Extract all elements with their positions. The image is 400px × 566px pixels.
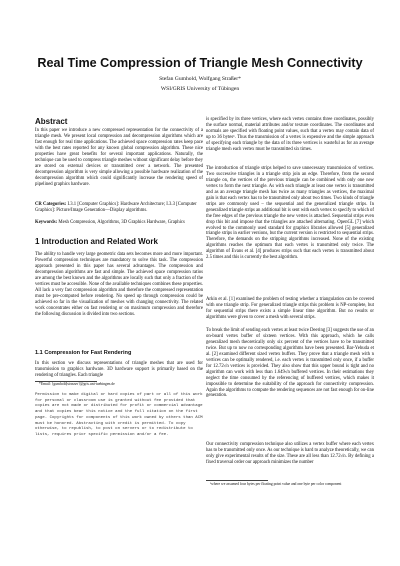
subsection-heading: 1.1 Compression for Fast Rendering [35, 350, 132, 356]
keywords-label: Keywords: [35, 220, 58, 225]
right-paragraph-2: The introduction of triangle strips helped to save unnecessary transmission of vertices. Two successive triangles in a triangle strip join an edge. Therefore, from the second triangle on, the vertices of the previous triangle can be combined with only one new vertex to form the next triangle. As with each triangle at least one vertex is transmitted and as an average triangle mesh has twice as many triangles as vertices, the maximal gain is that each vertex has to be transmitted only about two times. Two kinds of triangle strips are commonly used – the sequential and the generalized triangle strips. In generalized triangle strips an additional bit is sent with each vertex to specify to which of the free edges of the previous triangle the new vertex is attached. Sequential strips even drop this bit and impose that the triangles are attached alternating. OpenGL [7] which evolved to the commonly used standard for graphics libraries allowed [5] generalized triangle strips in earlier versions, but the current version is restricted to sequential strips. Therefore, the demands on the stripping algorithms increased. None of the existing algorithms reaches the optimum that each vertex is transmitted only twice. The algorithm of Evans et al. [4] produces strips such that each vertex is transmitted about 2.5 times and this is currently the best algorithm. [206, 166, 374, 261]
intro-heading: 1 Introduction and Related Work [35, 237, 158, 246]
intro-text: The ability to handle very large geometric data sets becomes more and more important. Powerful compression techniques are mandatory to solve this task. The compression approach presented in this paper has several advantages. The compression and decompression algorithms are fast and simple. The achieved space compression ratios are among the best known and the algorithms are locally such that only a fraction of the vertices must be accessible. None of the available techniques combines these properties. All lack a very fast compression algorithm and therefore the compressed representation must be pre-computed before rendering. No speed up through compression could be achieved so far in the visualization of meshes with changing connectivity. The related work concentrates either on fast rendering or on maximum compression and therefore the following discussion is divided into two sections. [35, 252, 203, 317]
right-paragraph-4: To break the limit of sending each vertex at least twice Deering [3] suggests the use of an on-board vertex buffer of sixteen vertices. With this approach, which he calls generalized mesh theoretically only six percent of the vertices have to be transmitted twice. But up to now no corresponding algorithms have been presented. Bar-Yehuda et al. [2] examined different sized vertex buffers. They prove that a triangle mesh with n vertices can be optimally rendered, i.e. each vertex is transmitted only once, if a buffer for 12.72√n vertices is provided. They also show that this upper bound is tight and no algorithm can work with less than 1.649√n buffered vertices. In their estimations they neglect the time consumed by the referencing of buffered vertices, which makes it impossible to determine the suitability of the approach for connectivity compression. Again the algorithms to compute the rendering sequences are not fast enough for on-line generation. [206, 328, 374, 399]
cr-categories-label: CR Categories: [35, 202, 67, 207]
abstract-heading: Abstract [35, 117, 68, 126]
cr-categories-text: I.3.1 [Computer Graphics]: Hardware Architecture; I.3.3 [Computer Graphics]: Picture/Image Generation—Display algorithms. [35, 202, 197, 213]
subsection-text: In this section we discuss representations of triangle meshes that are used for transmission to graphics hardware. 3D hardware support is primarily based on the rendering of triangles. Each triangle [35, 361, 203, 378]
email-footnote: *Email: {gumhold|strasser}@gris.uni-tuebingen.de [39, 382, 115, 386]
copyright-notice: Permission to make digital or hard copies of part or all of this work for personal or classroom use is granted without fee provided that copies are not made or distributed for profit or commercial advantage and that copies bear this notice and the full citation on the first page. Copyrights for components of this work owned by others than ACM must be honored. Abstracting with credit is permitted. To copy otherwise, to republish, to post on servers or to redistribute to lists, requires prior specific permission and/or a fee. [35, 393, 203, 437]
right-paragraph-3: Arkin et al. [1] examined the problem of testing whether a triangulation can be covered with one triangle strip. For generalized triangle strips this problem is NP-complete, but for sequential strips there exists a simple linear time algorithm. But no results or algorithms were given to cover a mesh with several strips. [206, 297, 374, 320]
paper-authors: Stefan Gumhold, Wolfgang Straßer* [159, 76, 241, 82]
right-footnote: ¹where we assumed four bytes per floating point value and one byte per color component [210, 482, 342, 486]
keywords [35, 220, 203, 226]
cr-categories [35, 202, 203, 214]
right-paragraph-5: Our connectivity compression technique also utilizes a vertex buffer where each vertex has to be transmitted only once. As our technique is hard to analyze theoretically, we can only give experimental results of the size. These are all less than 12.72√n. By defining a fixed traversal order our approach minimizes the number [206, 442, 374, 465]
keywords-text: Mesh Compression, Algorithms, 3D Graphics Hardware, Graphics [58, 220, 185, 225]
paper-title: Real Time Compression of Triangle Mesh Connectivity [37, 56, 363, 70]
right-footnote-rule [206, 480, 268, 481]
paper-affiliation: WSI/GRIS University of Tübingen [160, 86, 240, 92]
right-paragraph-1: is specified by its three vertices, where each vertex contains three coordinates, possibly the surface normal, material attributes and/or texture coordinates. The coordinates and normals are specified with floating point values, such that a vertex may contain data of up to 36 bytes¹. Thus the transmission of a vertex is expensive and the simple approach of specifying each triangle by the data of its three vertices is wasteful as for an average triangle mesh each vertex must be transmitted six times. [206, 117, 374, 152]
abstract-text: In this paper we introduce a new compressed representation for the connectivity of a triangle mesh. We present local compression and decompression algorithms which are fast enough for real time applications. The achieved space compression rates keep pace with the best rates reported for any known global compression algorithm. These nice properties have great benefits for several important applications. Naturally, the technique can be used to compress triangle meshes without significant delay before they are stored on external devices or transmitted over a network. The presented decompression algorithm is very simple allowing a possible hardware realization of the decompression algorithm which could significantly increase the rendering speed of pipelined graphics hardware. [35, 128, 203, 187]
